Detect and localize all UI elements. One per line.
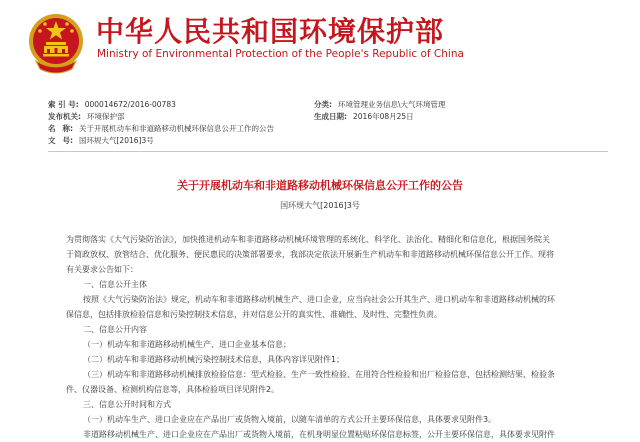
docno-label-suffix: 号:	[62, 136, 73, 145]
list-item: （二）机动车和非道路移动机械污染控制技术信息，具体内容详见附件1；	[83, 355, 345, 364]
list-item: （一）机动车生产、进口企业应在产品出厂或货物入境前，以随车清单的方式公开主要环保信息，具体要求见附件3。	[83, 415, 497, 424]
body-paragraph: 件、仪器设备、检测机构信息等，具体检验项目详见附件2。	[66, 385, 280, 394]
body-paragraph: 于简政放权、放管结合、优化服务、便民惠民的决策部署要求，我部决定依法开展新生产机动车和非道路移动机械环保信息公开工作。现将	[66, 250, 554, 259]
meta-row	[48, 135, 608, 147]
body-paragraph: 保信息，包括排放检验信息和污染控制技术信息，并对信息公开的真实性、准确性、及时性、完整性负责。	[66, 310, 442, 319]
site-header	[0, 0, 640, 84]
site-title: 中华人民共和国环境保护部	[96, 15, 445, 48]
body-paragraph: 非道路移动机械生产、进口企业应在产品出厂或货物入境前，在机身明显位置粘贴环保信息标签，公开主要环保信息，具体要求见附件	[83, 430, 555, 439]
body-paragraph: 按照《大气污染防治法》规定，机动车和非道路移动机械生产、进口企业，应当向社会公开其生产、进口机动车和非道路移动机械的环	[83, 295, 555, 304]
document-body	[66, 232, 594, 442]
index-label: 索 引 号:	[48, 100, 79, 109]
list-item: （一）机动车和非道路移动机械生产、进口企业基本信息；	[83, 340, 291, 349]
document-number: 国环规大气[2016]3号	[280, 201, 360, 210]
date-value: 2016年08月25日	[353, 112, 414, 121]
meta-row	[48, 99, 608, 111]
section-heading: 三、信息公开时间和方式	[83, 400, 171, 409]
name-label: 名	[48, 124, 63, 133]
body-paragraph: 为贯彻落实《大气污染防治法》，加快推进机动车和非道路移动机械环境管理的系统化、科学化、法治化、精细化和信息化，根据国务院关	[66, 235, 550, 244]
national-emblem-icon	[26, 11, 86, 75]
name-label-suffix: 称:	[62, 124, 73, 133]
section-heading: 一、信息公开主体	[83, 280, 147, 289]
name-value: 关于开展机动车和非道路移动机械环保信息公开工作的公告	[79, 124, 274, 133]
issuer-label: 发布机关:	[48, 112, 81, 121]
index-value: 000014672/2016-00783	[84, 100, 176, 109]
section-heading: 二、信息公开内容	[83, 325, 147, 334]
docno-label: 文	[48, 136, 63, 145]
meta-row	[48, 123, 608, 135]
category-value: 环境管理业务信息\大气环境管理	[338, 100, 446, 109]
category-label: 分类:	[314, 100, 332, 109]
meta-row	[48, 111, 608, 123]
issuer-value: 环境保护部	[87, 112, 125, 121]
docno-value: 国环规大气[2016]3号	[79, 136, 154, 145]
document-title: 关于开展机动车和非道路移动机械环保信息公开工作的公告	[177, 179, 463, 192]
document-metadata	[48, 99, 608, 152]
body-paragraph: 有关要求公告如下：	[66, 265, 138, 274]
list-item: （三）机动车和非道路移动机械排放检验信息：型式检验、生产一致性检验、在用符合性检验和出厂检验信息，包括检测结果、检验条	[83, 370, 555, 379]
date-label: 生成日期:	[314, 112, 347, 121]
site-title-english: Ministry of Environmental Protection of the People's Republic of China	[97, 48, 464, 60]
